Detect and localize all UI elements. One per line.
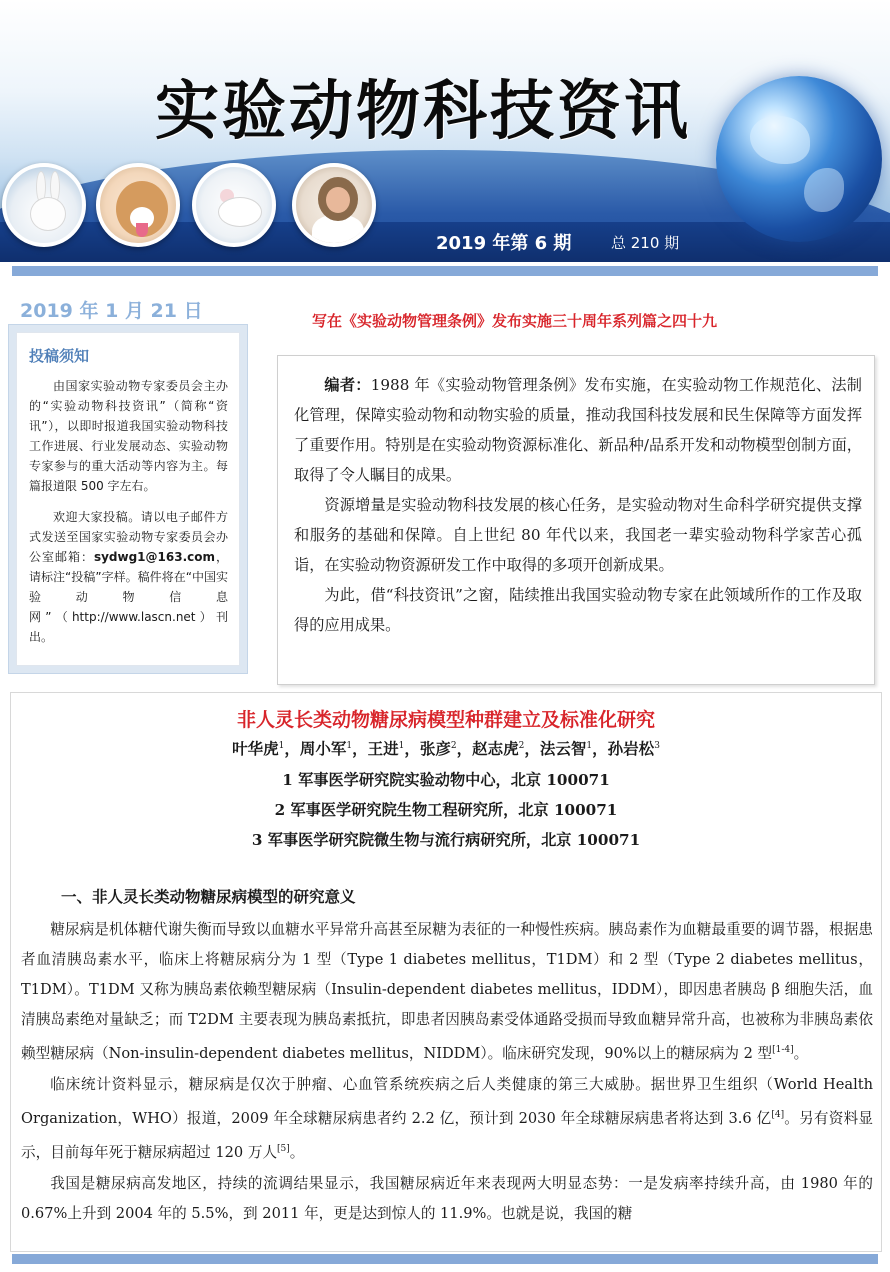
editor-paragraph: 编者：1988 年《实验动物管理条例》发布实施，在实验动物工作规范化、法制化管理，保障实验动物和动物实验的质量，推动我国科技发展和民生保障等方面发挥了重要作用。特别是在实验动物资源标准化、新品种/品系开发和动物模型创制方面，取得了令人瞩目的成果。 — [294, 376, 862, 484]
citation: [5] — [277, 1143, 290, 1154]
submission-email[interactable]: sydwg1@163.com — [93, 550, 215, 564]
affiliation: 3 军事医学研究院微生物与流行病研究所，北京 100071 — [251, 831, 641, 849]
affiliation: 2 军事医学研究院生物工程研究所，北京 100071 — [274, 801, 618, 819]
masthead — [0, 0, 890, 262]
article-authors: 叶华虎$^1$，周小军$^1$，王进$^1$，张彦$^2$，赵志虎$^2$，法云智$^1$，孙岩松$^3$ — [232, 739, 660, 758]
notice-title: 投稿须知 — [29, 347, 90, 365]
editor-paragraph: 资源增量是实验动物科技发展的核心任务，是实验动物对生命科学研究提供支撑和服务的基础和保障。自上世纪 80 年代以来，我国老一辈实验动物科学家苦心孤诣，在实验动物资源研发工作中取得的多项开创新成果。 — [294, 496, 862, 574]
issue-number: 2019 年第 6 期 — [436, 233, 572, 254]
submission-notice-box — [8, 324, 248, 674]
total-issue-number: 总 210 期 — [611, 234, 680, 252]
editor-paragraph: 为此，借“科技资讯”之窗，陆续推出我国实验动物专家在此领域所作的工作及取得的应用成果。 — [294, 586, 862, 634]
newsletter-title: 实验动物科技资讯 — [155, 75, 691, 149]
section-heading: 一、非人灵长类动物糖尿病模型的研究意义 — [61, 887, 356, 906]
article-title: 非人灵长类动物糖尿病模型种群建立及标准化研究 — [236, 709, 655, 731]
editor-lead: 编者： — [324, 376, 371, 394]
dog-icon — [96, 163, 180, 247]
affiliation: 1 军事医学研究院实验动物中心，北京 100071 — [282, 771, 610, 789]
monkey-icon — [292, 163, 376, 247]
body-paragraph: 临床统计资料显示，糖尿病是仅次于肿瘤、心血管系统疾病之后人类健康的第三大威胁。据世界卫生组织（World Health Organization，WHO）报道，2009 年全球糖尿病患者约 2.2 亿，预计到 2030 年全球糖尿病患者将达到 3.6 亿[4]。另有资料显示，目前每年死于糖尿病超过 120 万人[5]。 — [21, 1075, 873, 1161]
article-body — [21, 915, 873, 1229]
article — [10, 692, 882, 1252]
globe-icon — [716, 76, 882, 242]
rabbit-icon — [2, 163, 86, 247]
publication-date: 2019 年 1 月 21 日 — [20, 300, 203, 322]
mouse-icon — [192, 163, 276, 247]
series-heading: 写在《实验动物管理条例》发布实施三十周年系列篇之四十九 — [312, 312, 718, 330]
header-divider — [12, 266, 878, 276]
body-paragraph: 糖尿病是机体糖代谢失衡而导致以血糖水平异常升高甚至尿糖为表征的一种慢性疾病。胰岛素作为血糖最重要的调节器，根据患者血清胰岛素水平，临床上将糖尿病分为 1 型（Type 1 diabetes mellitus，T1DM）和 2 型（Type 2 diabetes mellitus，T1DM）。T1DM 又称为胰岛素依赖型糖尿病（Insulin-dependent diabetes mellitus，IDDM），即因患者胰岛 β 细胞失活，血清胰岛素绝对量缺乏；而 T2DM 主要表现为胰岛素抵抗，即患者因胰岛素受体通路受损而导致血糖异常升高，也被称为非胰岛素依赖型糖尿病（Non-insulin-dependent diabetes mellitus，NIDDM）。临床研究发现，90%以上的糖尿病为 2 型[1-4]。 — [21, 921, 873, 1062]
citation: [1-4] — [772, 1045, 794, 1055]
editor-note-box — [277, 355, 875, 685]
citation: [4] — [771, 1109, 785, 1120]
notice-paragraph: 欢迎大家投稿。请以电子邮件方式发送至国家实验动物专家委员会办公室邮箱：sydwg1@163.com，请标注“投稿”字样。稿件将在“中国实验动物信息网”（http://www.lascn.net）刊出。 — [29, 510, 228, 644]
footer-divider — [12, 1254, 878, 1264]
body-paragraph: 我国是糖尿病高发地区，持续的流调结果显示，我国糖尿病近年来表现两大明显态势：一是发病率持续升高，由 1980 年的 0.67%上升到 2004 年的 5.5%，到 2011 年，更是达到惊人的 11.9%。也就是说，我国的糖 — [21, 1174, 873, 1222]
notice-paragraph: 由国家实验动物专家委员会主办的“实验动物科技资讯”（简称“资讯”），以即时报道我国实验动物科技工作进展、行业发展动态、实验动物专家参与的重大活动等内容为主。每篇报道限 500 字左右。 — [29, 379, 228, 493]
